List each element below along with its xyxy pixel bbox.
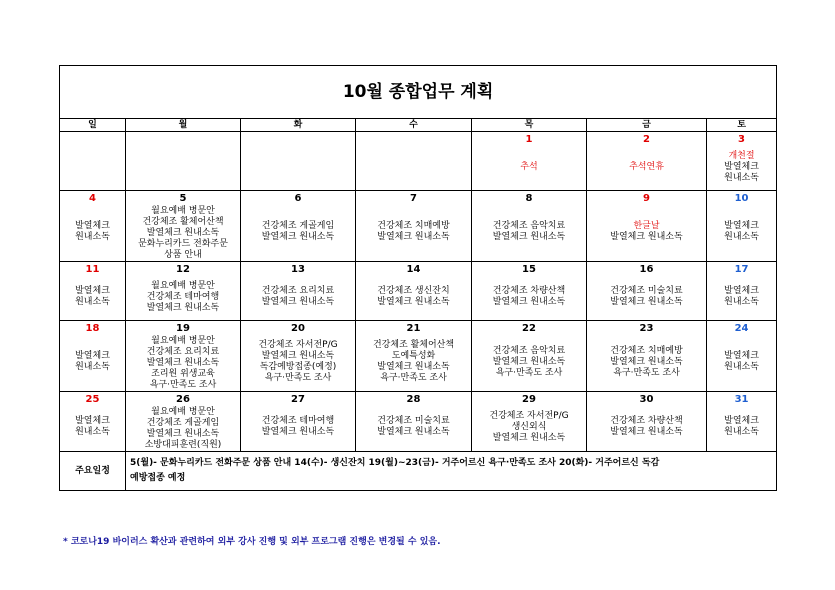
day-cell: [126, 321, 241, 392]
day-cell: [472, 132, 587, 191]
schedule-line: 욕구·만족도 조사: [613, 368, 680, 378]
schedule-lines: [60, 416, 125, 438]
schedule-line: 건강체조 생신잔치: [377, 286, 450, 296]
schedule-line: 추석연휴: [629, 162, 664, 172]
day-number: 25: [85, 394, 100, 405]
day-cell: [60, 392, 126, 452]
day-cell: [472, 321, 587, 392]
day-cell: [356, 191, 472, 262]
schedule-line: 발열체크 원내소독: [146, 228, 220, 238]
day-cell: [60, 132, 126, 191]
schedule-lines: [472, 162, 586, 173]
schedule-lines: [587, 346, 706, 379]
schedule-line: 건강체조 차량산책: [610, 416, 683, 426]
schedule-line: 발열체크: [75, 351, 110, 361]
schedule-line: 발열체크 원내소독: [610, 427, 683, 437]
schedule-line: 건강체조 요리치료: [261, 286, 335, 296]
week-row: [60, 262, 777, 321]
weekday-header: 금: [587, 119, 707, 132]
schedule-lines: [241, 221, 355, 243]
schedule-line: 발열체크 원내소독: [492, 297, 566, 307]
day-cell: [126, 191, 241, 262]
schedule-lines: [707, 151, 776, 184]
day-number: 9: [643, 193, 650, 204]
weekday-header: 월: [126, 119, 241, 132]
schedule-line: 월요예배 병문안: [151, 206, 215, 216]
schedule-line: 발열체크 원내소독: [261, 232, 335, 242]
schedule-line: 발열체크 원내소독: [492, 357, 566, 367]
day-number: 5: [179, 193, 187, 204]
notice-text: * 코로나19 바이러스 확산과 관련하여 외부 강사 진행 및 외부 프로그램 진행은 변경될 수 있음.: [63, 537, 441, 547]
schedule-line: 건강체조 테마여행: [146, 292, 220, 302]
day-cell: [126, 392, 241, 452]
schedule-line: 발열체크 원내소독: [377, 232, 450, 242]
calendar-sheet: [59, 65, 776, 491]
schedule-line: 발열체크: [724, 162, 759, 172]
schedule-lines: [126, 336, 240, 391]
schedule-line: 발열체크: [75, 286, 110, 296]
schedule-line: 발열체크: [724, 221, 759, 231]
schedule-line: 건강체조 치매예방: [377, 221, 450, 231]
schedule-lines: [356, 340, 471, 384]
schedule-lines: [587, 416, 706, 438]
schedule-line: 발열체크: [75, 416, 110, 426]
schedule-lines: [587, 162, 706, 173]
day-cell: [707, 262, 777, 321]
schedule-lines: [472, 346, 586, 379]
schedule-line: 건강체조 음악치료: [492, 221, 566, 231]
day-number: 30: [639, 394, 654, 405]
day-cell: [126, 262, 241, 321]
schedule-line: 건강체조 차량산책: [492, 286, 566, 296]
schedule-lines: [707, 221, 776, 243]
schedule-line: 발열체크 원내소독: [261, 351, 335, 361]
schedule-line: 건강체조 게골게임: [146, 418, 220, 428]
day-cell: [707, 321, 777, 392]
day-cell: [241, 262, 356, 321]
schedule-line: 원내소독: [724, 173, 759, 183]
day-cell: [707, 191, 777, 262]
schedule-lines: [356, 221, 471, 243]
schedule-lines: [707, 286, 776, 308]
day-cell: [356, 392, 472, 452]
schedule-line: 욕구·만족도 조사: [264, 373, 332, 383]
summary-row: [60, 452, 777, 491]
schedule-line: 발열체크: [724, 286, 759, 296]
schedule-line: 원내소독: [724, 232, 759, 242]
day-number: 17: [734, 264, 749, 275]
schedule-line: 발열체크 원내소독: [261, 297, 335, 307]
schedule-lines: [707, 351, 776, 373]
day-number: 21: [406, 323, 421, 334]
day-number: 14: [406, 264, 421, 275]
schedule-line: 건강체조 활체어산책: [142, 217, 224, 227]
schedule-lines: [126, 281, 240, 314]
weekday-header: 일: [60, 119, 126, 132]
schedule-line: 소방대피훈련(직원): [144, 440, 222, 450]
schedule-lines: [587, 286, 706, 308]
page-title: 10월 종합업무 계획: [60, 66, 777, 119]
schedule-line: 한글날: [633, 221, 660, 231]
day-number: 27: [291, 394, 305, 405]
day-number: 2: [643, 134, 650, 145]
schedule-line: 원내소독: [75, 362, 110, 372]
schedule-line: 발열체크 원내소독: [146, 303, 220, 313]
day-number: 8: [525, 193, 533, 204]
schedule-line: 발열체크 원내소독: [492, 433, 566, 443]
day-cell: [587, 132, 707, 191]
day-cell: [241, 132, 356, 191]
schedule-line: 생신외식: [511, 422, 547, 432]
schedule-line: 욕구·만족도 조사: [495, 368, 563, 378]
schedule-line: 발열체크 원내소독: [146, 429, 220, 439]
week-row: [60, 132, 777, 191]
schedule-line: 발열체크 원내소독: [377, 362, 450, 372]
schedule-lines: [356, 416, 471, 438]
schedule-line: 욕구·만족도 조사: [380, 373, 447, 383]
day-number: 24: [734, 323, 749, 334]
day-cell: [241, 191, 356, 262]
schedule-line: 건강체조 테마여행: [261, 416, 335, 426]
schedule-line: 원내소독: [724, 427, 759, 437]
day-number: 12: [176, 264, 190, 275]
day-number: 1: [525, 134, 533, 145]
week-row: [60, 392, 777, 452]
calendar-table: [59, 65, 777, 491]
day-number: 23: [639, 323, 654, 334]
schedule-line: 건강체조 음악치료: [492, 346, 566, 356]
schedule-line: 조리원 위생교육: [151, 369, 215, 379]
day-number: 16: [639, 264, 654, 275]
weekday-header: 토: [707, 119, 777, 132]
schedule-lines: [241, 416, 355, 438]
schedule-line: 개천절: [728, 151, 755, 161]
day-cell: [472, 392, 587, 452]
schedule-lines: [241, 340, 355, 384]
summary-line: 5(월)- 문화누리카드 전화주문 상품 안내 14(수)- 생신잔치 19(월)~23(금)- 거주어르신 욕구·만족도 조사 20(화)- 거주어르신 독감: [130, 458, 660, 468]
day-cell: [472, 262, 587, 321]
schedule-line: 독감예방접종(예정): [259, 362, 337, 372]
schedule-line: 발열체크 원내소독: [377, 297, 450, 307]
schedule-line: 원내소독: [75, 427, 110, 437]
day-number: 29: [522, 394, 536, 405]
day-number: 7: [410, 193, 417, 204]
schedule-lines: [60, 286, 125, 308]
schedule-line: 욕구·만족도 조사: [149, 380, 217, 390]
day-cell: [707, 132, 777, 191]
day-cell: [587, 321, 707, 392]
schedule-line: 문화누리카드 전화주문: [138, 239, 228, 249]
day-cell: [126, 132, 241, 191]
schedule-lines: [60, 221, 125, 243]
schedule-lines: [707, 416, 776, 438]
day-cell: [587, 191, 707, 262]
day-number: 28: [406, 394, 421, 405]
day-number: 18: [85, 323, 100, 334]
day-number: 19: [176, 323, 190, 334]
schedule-line: 건강체조 미술치료: [377, 416, 450, 426]
schedule-lines: [472, 411, 586, 444]
schedule-line: 건강체조 자서전P/G: [489, 411, 569, 421]
day-cell: [356, 262, 472, 321]
schedule-line: 건강체조 활체어산책: [372, 340, 455, 350]
day-cell: [241, 392, 356, 452]
day-cell: [472, 191, 587, 262]
schedule-line: 원내소독: [75, 297, 110, 307]
weekday-header: 목: [472, 119, 587, 132]
weekday-header-row: [60, 119, 777, 132]
week-row: [60, 321, 777, 392]
summary-line: 예방접종 예정: [130, 473, 186, 483]
day-number: 26: [176, 394, 190, 405]
schedule-lines: [241, 286, 355, 308]
schedule-line: 건강체조 치매예방: [610, 346, 683, 356]
day-number: 15: [522, 264, 536, 275]
schedule-lines: [126, 206, 240, 261]
schedule-line: 발열체크 원내소독: [492, 232, 566, 242]
schedule-line: 월요예배 병문안: [151, 281, 215, 291]
schedule-line: 건강체조 자서전P/G: [258, 340, 338, 350]
day-number: 13: [291, 264, 305, 275]
day-number: 10: [734, 193, 749, 204]
schedule-line: 발열체크 원내소독: [377, 427, 450, 437]
schedule-line: 발열체크 원내소독: [610, 357, 683, 367]
day-cell: [707, 392, 777, 452]
day-number: 20: [291, 323, 305, 334]
day-number: 3: [738, 134, 746, 145]
schedule-line: 발열체크: [75, 221, 110, 231]
schedule-lines: [126, 407, 240, 451]
schedule-line: 발열체크: [724, 351, 759, 361]
weekday-header: 화: [241, 119, 356, 132]
day-number: 6: [294, 193, 302, 204]
schedule-line: 발열체크 원내소독: [610, 297, 683, 307]
schedule-line: 추석: [520, 162, 538, 172]
weekday-header: 수: [356, 119, 472, 132]
schedule-line: 발열체크 원내소독: [261, 427, 335, 437]
schedule-line: 건강체조 요리치료: [146, 347, 220, 357]
schedule-lines: [356, 286, 471, 308]
day-cell: [241, 321, 356, 392]
day-cell: [587, 392, 707, 452]
schedule-line: 상품 안내: [164, 250, 202, 260]
day-cell: [60, 262, 126, 321]
day-number: 4: [89, 193, 96, 204]
summary-label: 주요일정: [60, 452, 126, 491]
schedule-line: 원내소독: [724, 362, 759, 372]
schedule-line: 발열체크 원내소독: [610, 232, 683, 242]
day-cell: [587, 262, 707, 321]
day-cell: [60, 321, 126, 392]
schedule-lines: [60, 351, 125, 373]
schedule-line: 발열체크: [724, 416, 759, 426]
day-number: 22: [522, 323, 536, 334]
week-row: [60, 191, 777, 262]
schedule-lines: [472, 221, 586, 243]
schedule-lines: [472, 286, 586, 308]
day-number: 31: [734, 394, 749, 405]
schedule-line: 원내소독: [75, 232, 110, 242]
schedule-line: 발열체크 원내소독: [146, 358, 220, 368]
schedule-line: 건강체조 미술치료: [610, 286, 683, 296]
summary-text: [126, 452, 777, 491]
day-cell: [60, 191, 126, 262]
day-cell: [356, 132, 472, 191]
schedule-line: 원내소독: [724, 297, 759, 307]
day-number: 11: [85, 264, 100, 275]
schedule-line: 도예특성화: [391, 351, 436, 361]
schedule-line: 월요예배 병문안: [151, 336, 215, 346]
schedule-line: 건강체조 게골게임: [261, 221, 335, 231]
day-cell: [356, 321, 472, 392]
schedule-line: 월요예배 병문안: [151, 407, 215, 417]
schedule-lines: [587, 221, 706, 243]
